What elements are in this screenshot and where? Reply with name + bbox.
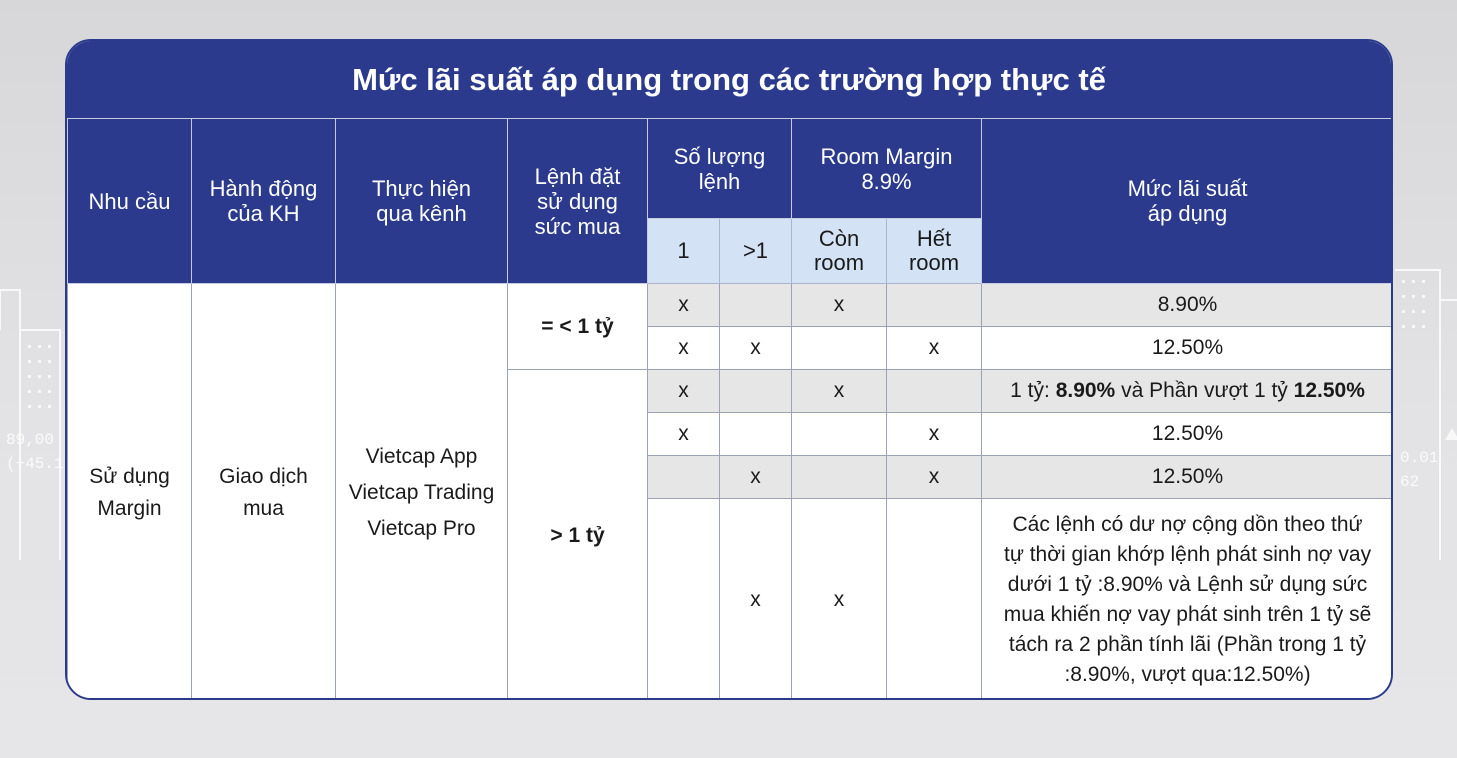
rate-cell: 12.50% xyxy=(982,456,1393,499)
header-lenh-dat: Lệnh đặt sử dụng sức mua xyxy=(508,119,648,284)
mark-cell xyxy=(887,284,982,327)
mark-cell xyxy=(887,499,982,701)
ticker-text: 89,00 xyxy=(6,431,55,449)
sub-header-het-room: Hết room xyxy=(887,219,982,284)
mark-cell: x xyxy=(792,284,887,327)
mark-cell xyxy=(648,499,720,701)
ticker-text: 62 xyxy=(1400,473,1420,491)
mark-cell: x xyxy=(648,327,720,370)
lenh-le-1ty-cell: = < 1 tỷ xyxy=(508,284,648,370)
header-row xyxy=(68,119,1394,219)
sub-header-con-room: Còn room xyxy=(792,219,887,284)
kenh-cell: Vietcap App Vietcap Trading Vietcap Pro xyxy=(336,284,508,701)
interest-rate-table xyxy=(67,118,1393,700)
mark-cell: x xyxy=(720,456,792,499)
mark-cell xyxy=(648,456,720,499)
interest-rate-card xyxy=(65,39,1393,700)
header-nhu-cau: Nhu cầu xyxy=(68,119,192,284)
mark-cell xyxy=(792,327,887,370)
rate-cell: 8.90% xyxy=(982,284,1393,327)
mark-cell: x xyxy=(720,499,792,701)
lenh-gt-1ty-cell: > 1 tỷ xyxy=(508,370,648,701)
rate-cell: 12.50% xyxy=(982,413,1393,456)
mark-cell xyxy=(720,370,792,413)
mark-cell: x xyxy=(792,499,887,701)
mark-cell: x xyxy=(792,370,887,413)
card-title: Mức lãi suất áp dụng trong các trường hợp thực tế xyxy=(67,41,1391,119)
mark-cell: x xyxy=(648,413,720,456)
mark-cell: x xyxy=(887,456,982,499)
header-hanh-dong: Hành động của KH xyxy=(192,119,336,284)
ticker-text: (+45.1 xyxy=(6,455,64,473)
rate-cell-mixed: 1 tỷ: 8.90% và Phần vượt 1 tỷ 12.50% xyxy=(982,370,1393,413)
sub-header-one: 1 xyxy=(648,219,720,284)
header-muc-lai-suat: Mức lãi suất áp dụng xyxy=(982,119,1393,284)
mark-cell: x xyxy=(648,370,720,413)
mark-cell: x xyxy=(887,327,982,370)
rate-note-cell: Các lệnh có dư nợ cộng dồn theo thứ tự thời gian khớp lệnh phát sinh nợ vay dưới 1 tỷ :8.90% và Lệnh sử dụng sức mua khiến nợ vay phát sinh trên 1 tỷ sẽ tách ra 2 phần tính lãi (Phần trong 1 tỷ :8.90%, vượt qua:12.50%) xyxy=(982,499,1393,701)
sub-header-gt-one: >1 xyxy=(720,219,792,284)
hanh-dong-cell: Giao dịch mua xyxy=(192,284,336,701)
mark-cell: x xyxy=(720,327,792,370)
table-row xyxy=(68,284,1394,327)
rate-cell: 12.50% xyxy=(982,327,1393,370)
mark-cell: x xyxy=(648,284,720,327)
ticker-text: 0.01 xyxy=(1400,449,1439,467)
header-so-luong-lenh: Số lượng lệnh xyxy=(648,119,792,219)
header-room-margin: Room Margin 8.9% xyxy=(792,119,982,219)
mark-cell xyxy=(720,413,792,456)
header-kenh: Thực hiện qua kênh xyxy=(336,119,508,284)
mark-cell xyxy=(792,413,887,456)
mark-cell xyxy=(792,456,887,499)
mark-cell xyxy=(887,370,982,413)
mark-cell xyxy=(720,284,792,327)
nhu-cau-cell: Sử dụng Margin xyxy=(68,284,192,701)
mark-cell: x xyxy=(887,413,982,456)
